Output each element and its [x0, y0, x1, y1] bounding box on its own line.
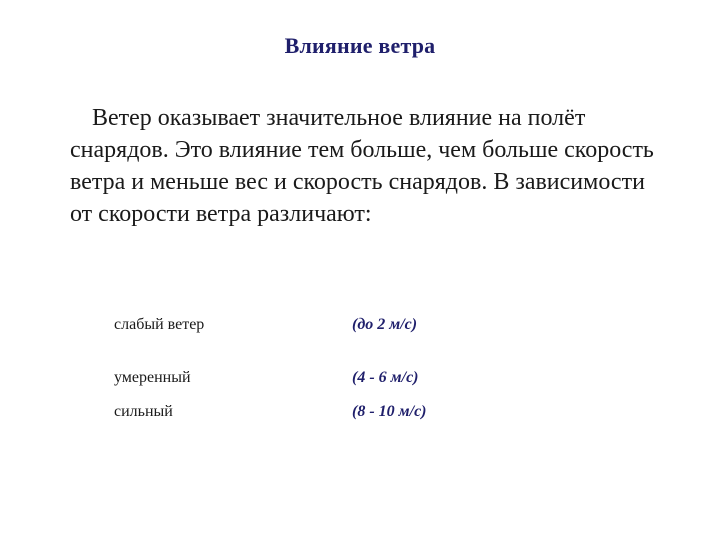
- wind-speed-value: (4 - 6 м/с): [352, 369, 419, 386]
- slide-title: Влияние ветра: [284, 33, 436, 58]
- wind-speed-value: (8 - 10 м/с): [352, 403, 427, 420]
- wind-row: [114, 403, 427, 433]
- wind-row: [114, 316, 427, 369]
- wind-speed-value: (до 2 м/с): [352, 316, 418, 333]
- wind-type-label: умеренный: [114, 369, 191, 386]
- wind-type-label: сильный: [114, 403, 173, 420]
- wind-type-label: слабый ветер: [114, 316, 205, 333]
- wind-row: [114, 369, 427, 403]
- wind-classification-table: [114, 316, 427, 433]
- body-paragraph: Ветер оказывает значительное влияние на полёт снарядов. Это влияние тем больше, чем больше скорость ветра и меньше вес и скорость снарядов. В зависимости от скорости ветра различают:: [70, 105, 654, 227]
